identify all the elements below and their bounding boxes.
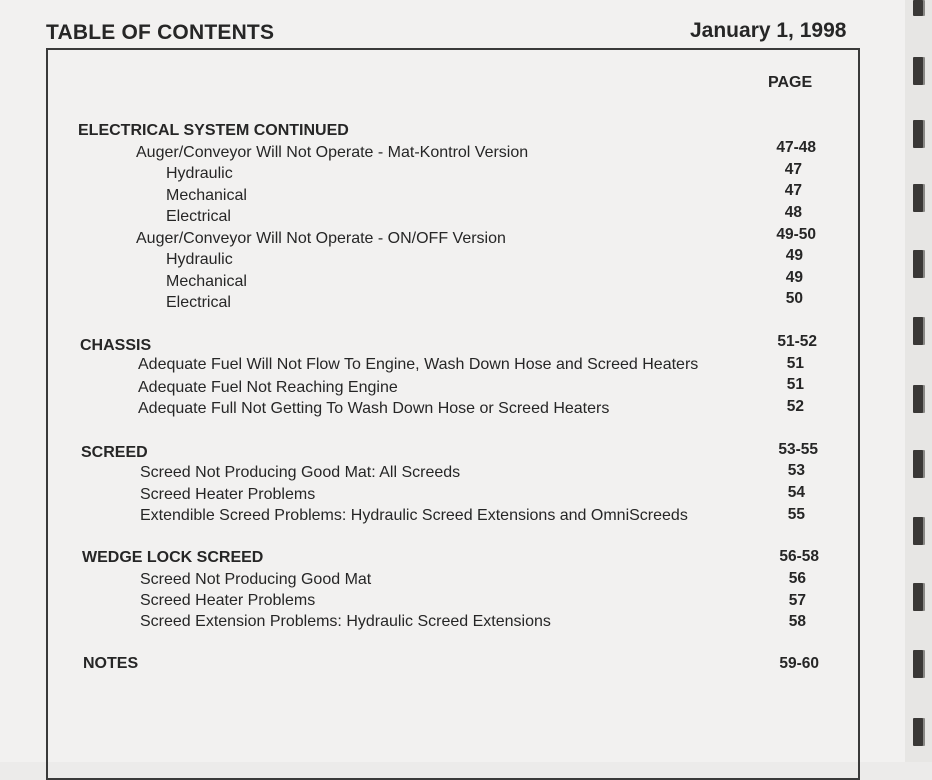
toc-page-number: 52 [786,398,804,415]
toc-page-number: 50 [785,290,803,307]
toc-page-number: 54 [787,484,805,501]
binding-hole [913,250,923,278]
toc-page-number: 47 [784,182,802,199]
toc-entry: Screed Extension Problems: Hydraulic Screed Extensions [140,613,551,630]
section-page-range: 59-60 [779,655,819,672]
toc-page-number: 56 [788,570,806,587]
section-title-electrical: ELECTRICAL SYSTEM CONTINUED [78,122,349,139]
binding-hole [913,184,923,212]
toc-page-number: 57 [788,592,806,609]
toc-page-number: 55 [787,506,805,523]
binding-hole [913,57,923,85]
toc-page-number: 58 [788,613,806,630]
binding-hole [913,718,923,746]
toc-page-number: 51 [786,355,804,372]
binding-hole [913,517,923,545]
section-page-range: 53-55 [778,441,818,458]
toc-entry: Mechanical [166,273,247,290]
section-page-range: 56-58 [779,548,819,565]
binding-hole [913,385,923,413]
toc-page-number: 53 [787,462,805,479]
section-title-notes: NOTES [83,655,139,672]
document-title: TABLE OF CONTENTS [46,21,275,44]
toc-entry: Hydraulic [166,251,233,268]
toc-entry: Mechanical [166,187,247,204]
toc-entry: Screed Heater Problems [140,592,316,609]
binding-hole [913,317,923,345]
toc-entry: Screed Not Producing Good Mat [140,571,372,588]
toc-page-number: 49-50 [776,226,816,243]
toc-entry: Adequate Full Not Getting To Wash Down Hose or Screed Heaters [138,400,610,417]
binding-hole [913,583,923,611]
toc-entry: Auger/Conveyor Will Not Operate - Mat-Kontrol Version [136,144,529,161]
binding-hole [913,450,923,478]
toc-page-number: 47-48 [776,139,816,156]
section-title-wedge-lock: WEDGE LOCK SCREED [82,549,264,566]
toc-page-number: 51 [786,376,804,393]
toc-entry: Adequate Fuel Will Not Flow To Engine, Wash Down Hose and Screed Heaters [138,356,699,373]
section-title-screed: SCREED [81,444,148,461]
toc-entry: Screed Heater Problems [140,486,316,503]
document-date: January 1, 1998 [690,19,847,42]
toc-page-number: 49 [785,269,803,286]
page-edge [905,0,932,762]
toc-entry: Auger/Conveyor Will Not Operate - ON/OFF Version [136,230,506,247]
toc-page-number: 48 [784,204,802,221]
section-title-chassis: CHASSIS [80,337,152,354]
toc-entry: Adequate Fuel Not Reaching Engine [138,379,398,396]
toc-page-number: 49 [785,247,803,264]
toc-page-number: 47 [784,161,802,178]
binding-hole [913,650,923,678]
toc-entry: Electrical [166,294,231,311]
section-page-range: 51-52 [777,333,817,350]
page-column-label: PAGE [768,74,813,91]
toc-entry: Electrical [166,208,231,225]
binding-hole [913,0,923,16]
binding-hole [913,120,923,148]
toc-entry: Hydraulic [166,165,233,182]
toc-entry: Screed Not Producing Good Mat: All Screeds [140,464,461,481]
toc-entry: Extendible Screed Problems: Hydraulic Screed Extensions and OmniScreeds [140,507,688,524]
